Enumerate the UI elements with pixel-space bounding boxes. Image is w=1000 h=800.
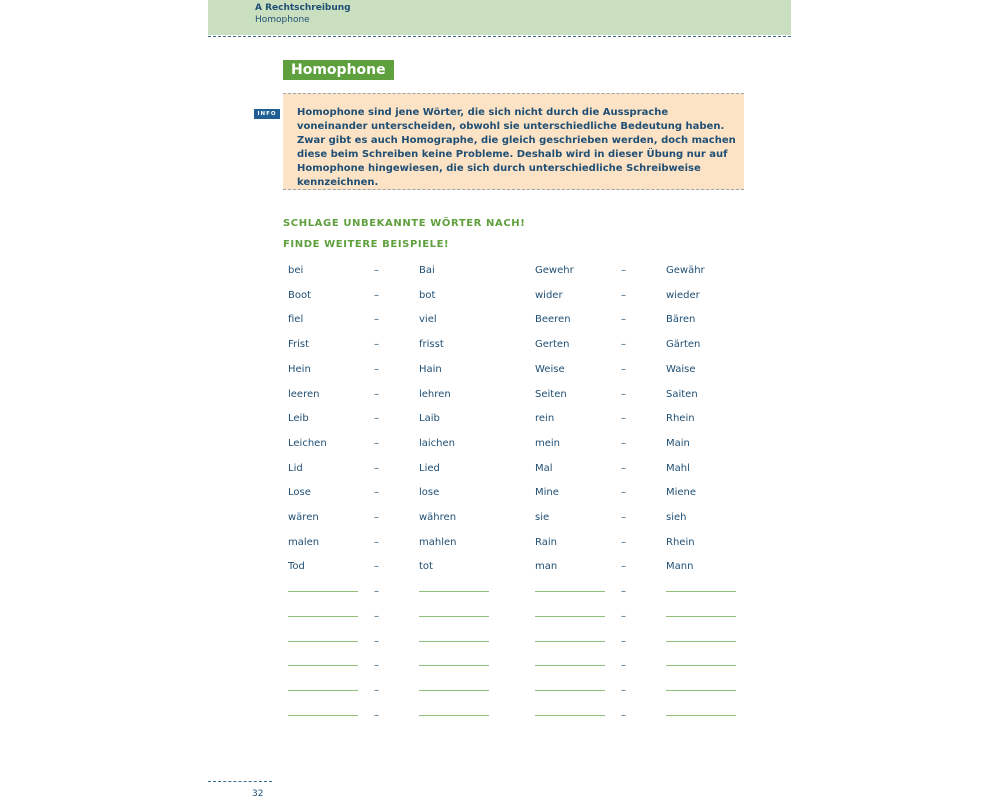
separator-dash: – — [621, 462, 626, 474]
blank-line[interactable] — [666, 690, 736, 691]
word-right-a: mein — [535, 437, 561, 449]
blank-line[interactable] — [288, 665, 358, 666]
word-left-a: wären — [288, 512, 319, 523]
separator-dash: – — [374, 339, 379, 351]
word-right-b: Saiten — [666, 388, 698, 400]
word-right-a: wider — [535, 289, 563, 301]
word-right-b: Main — [666, 437, 690, 449]
word-left-b: Lied — [419, 462, 440, 474]
footer-divider — [208, 781, 272, 782]
info-badge: INFO — [254, 109, 280, 119]
blank-line[interactable] — [535, 616, 605, 617]
separator-dash: – — [621, 289, 626, 301]
blank-line[interactable] — [288, 690, 358, 691]
word-right-a: rein — [535, 413, 555, 425]
word-right-a: sie — [535, 512, 550, 523]
separator-dash: – — [374, 388, 379, 400]
word-left-a: Frist — [288, 339, 310, 351]
blank-line[interactable] — [666, 665, 736, 666]
word-left-b: Hain — [419, 363, 442, 375]
separator-dash: – — [621, 610, 626, 622]
word-right-a: Gerten — [535, 339, 570, 351]
word-right-a: Weise — [535, 363, 565, 375]
word-left-b: Bai — [419, 265, 435, 276]
separator-dash: – — [374, 610, 379, 622]
separator-dash: – — [621, 314, 626, 326]
word-right-b: wieder — [666, 289, 700, 301]
word-left-a: Hein — [288, 363, 311, 375]
separator-dash: – — [621, 561, 626, 573]
separator-dash: – — [374, 265, 379, 276]
word-right-b: Miene — [666, 487, 697, 499]
chapter-subtitle: Homophone — [255, 15, 310, 25]
word-left-a: Boot — [288, 289, 312, 301]
separator-dash: – — [374, 561, 379, 573]
separator-dash: – — [621, 437, 626, 449]
blank-line[interactable] — [288, 591, 358, 592]
word-right-b: Rhein — [666, 536, 695, 548]
blank-line[interactable] — [666, 616, 736, 617]
separator-dash: – — [621, 265, 626, 276]
word-right-a: Beeren — [535, 314, 571, 326]
blank-line[interactable] — [535, 690, 605, 691]
word-right-b: Mahl — [666, 462, 690, 474]
word-right-b: Gewähr — [666, 265, 705, 276]
word-left-b: bot — [419, 289, 436, 301]
separator-dash: – — [621, 388, 626, 400]
blank-line[interactable] — [419, 715, 489, 716]
separator-dash: – — [374, 363, 379, 375]
separator-dash: – — [374, 660, 379, 672]
blank-line[interactable] — [419, 665, 489, 666]
separator-dash: – — [621, 635, 626, 647]
word-right-b: Bären — [666, 314, 696, 326]
blank-line[interactable] — [419, 641, 489, 642]
separator-dash: – — [621, 586, 626, 598]
word-left-a: Tod — [288, 561, 305, 573]
separator-dash: – — [374, 512, 379, 523]
word-left-a: Leib — [288, 413, 309, 425]
separator-dash: – — [621, 709, 626, 721]
word-right-a: Gewehr — [535, 265, 574, 276]
word-right-a: Mine — [535, 487, 559, 499]
word-left-b: Laib — [419, 413, 440, 425]
word-right-a: Mal — [535, 462, 553, 474]
word-left-a: Lid — [288, 462, 303, 474]
separator-dash: – — [621, 363, 626, 375]
word-left-b: lose — [419, 487, 440, 499]
word-left-b: lehren — [419, 388, 451, 400]
separator-dash: – — [374, 684, 379, 696]
word-left-b: laichen — [419, 437, 456, 449]
word-left-a: bei — [288, 265, 304, 276]
word-right-b: sieh — [666, 512, 687, 523]
blank-line[interactable] — [535, 591, 605, 592]
blank-line[interactable] — [288, 715, 358, 716]
separator-dash: – — [621, 413, 626, 425]
word-left-a: malen — [288, 536, 320, 548]
separator-dash: – — [621, 536, 626, 548]
blank-line[interactable] — [666, 715, 736, 716]
separator-dash: – — [374, 314, 379, 326]
section-title: Homophone — [283, 60, 394, 80]
separator-dash: – — [374, 536, 379, 548]
word-right-b: Gärten — [666, 339, 701, 351]
separator-dash: – — [374, 437, 379, 449]
chapter-title: A Rechtschreibung — [255, 3, 351, 13]
blank-line[interactable] — [535, 715, 605, 716]
word-left-a: leeren — [288, 388, 320, 400]
separator-dash: – — [621, 684, 626, 696]
instruction-look-up: SCHLAGE UNBEKANNTE WÖRTER NACH! — [283, 218, 526, 229]
word-right-b: Mann — [666, 561, 694, 573]
separator-dash: – — [374, 586, 379, 598]
word-right-a: Seiten — [535, 388, 567, 400]
blank-line[interactable] — [535, 665, 605, 666]
blank-line[interactable] — [666, 591, 736, 592]
word-left-a: fiel — [288, 314, 304, 326]
blank-line[interactable] — [419, 616, 489, 617]
word-left-b: frisst — [419, 339, 444, 351]
separator-dash: – — [374, 462, 379, 474]
separator-dash: – — [621, 339, 626, 351]
word-left-b: währen — [419, 512, 457, 523]
blank-line[interactable] — [288, 616, 358, 617]
blank-line[interactable] — [419, 591, 489, 592]
page-number: 32 — [252, 789, 264, 799]
word-left-b: viel — [419, 314, 437, 326]
separator-dash: – — [374, 487, 379, 499]
separator-dash: – — [374, 635, 379, 647]
separator-dash: – — [621, 487, 626, 499]
word-left-b: tot — [419, 561, 433, 573]
blank-line[interactable] — [288, 641, 358, 642]
separator-dash: – — [374, 709, 379, 721]
word-left-a: Leichen — [288, 437, 327, 449]
word-right-a: Rain — [535, 536, 557, 548]
word-left-b: mahlen — [419, 536, 457, 548]
separator-dash: – — [374, 413, 379, 425]
word-left-a: Lose — [288, 487, 311, 499]
word-right-b: Rhein — [666, 413, 695, 425]
instruction-find-examples: FINDE WEITERE BEISPIELE! — [283, 239, 450, 250]
separator-dash: – — [374, 289, 379, 301]
separator-dash: – — [621, 660, 626, 672]
blank-line[interactable] — [535, 641, 605, 642]
info-text: Homophone sind jene Wörter, die sich nicht durch die Aussprache voneinander unterscheiden, obwohl sie unterschiedliche Bedeutung haben. Zwar gibt es auch Homographe, die gleich geschrieben werden, doch machen diese beim Schreiben keine Probleme. Deshalb wird in dieser Übung nur auf Homophone hingewiesen, die sich durch unterschiedliche Schreibweise kennzeichnen. — [297, 107, 736, 188]
blank-line[interactable] — [666, 641, 736, 642]
word-right-b: Waise — [666, 363, 696, 375]
word-right-a: man — [535, 561, 558, 573]
blank-line[interactable] — [419, 690, 489, 691]
separator-dash: – — [621, 512, 626, 523]
